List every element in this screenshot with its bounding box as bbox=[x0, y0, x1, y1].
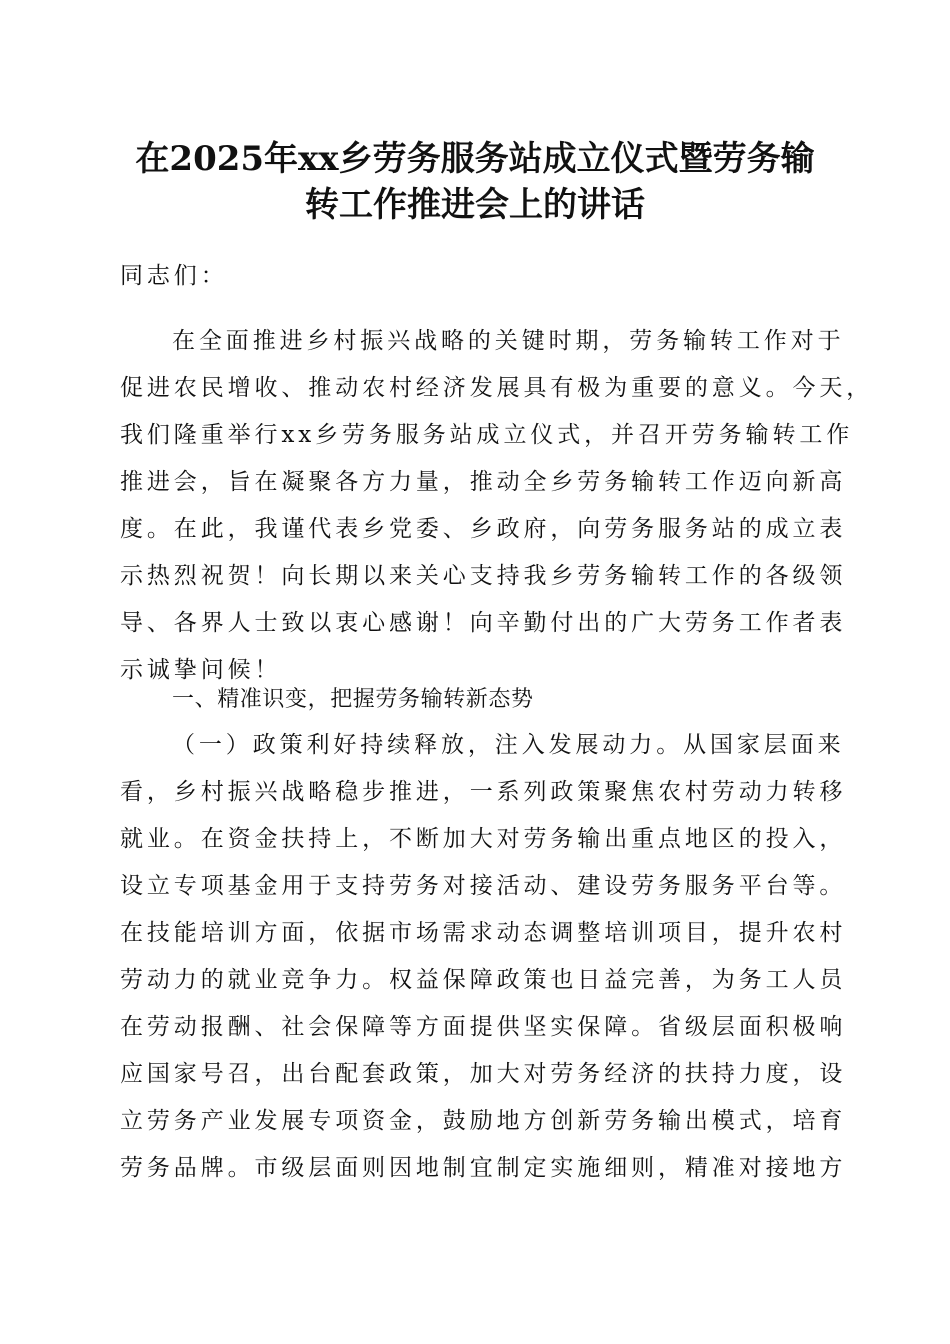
greeting bbox=[120, 253, 832, 300]
paragraph-line: 促进农民增收、推动农村经济发展具有极为重要的意义。今天， bbox=[120, 375, 874, 401]
greeting-text: 同志们： bbox=[120, 263, 228, 289]
section-heading-text: 一、精准识变，把握劳务输转新态势 bbox=[172, 687, 534, 712]
section-heading bbox=[120, 676, 832, 723]
paragraph-line: 立劳务产业发展专项资金，鼓励地方创新劳务输出模式，培育 bbox=[120, 1108, 847, 1134]
title-line: 转工作推进会上的讲话 bbox=[305, 185, 645, 225]
paragraph-policy bbox=[120, 722, 847, 1192]
paragraph-line: 导、各界人士致以衷心感谢！向辛勤付出的广大劳务工作者表 bbox=[120, 610, 847, 636]
paragraph-line: 在技能培训方面，依据市场需求动态调整培训项目，提升农村 bbox=[120, 920, 847, 946]
paragraph-line: 就业。在资金扶持上，不断加大对劳务输出重点地区的投入， bbox=[120, 826, 847, 852]
paragraph-line: 劳务品牌。市级层面则因地制宜制定实施细则，精准对接地方 bbox=[120, 1155, 847, 1181]
document-title bbox=[100, 136, 850, 228]
paragraph-line: 劳动力的就业竞争力。权益保障政策也日益完善，为务工人员 bbox=[120, 967, 847, 993]
paragraph-line: （一）政策利好持续释放，注入发展动力。从国家层面来 bbox=[172, 732, 845, 758]
paragraph-intro bbox=[120, 318, 874, 694]
paragraph-line: 示热烈祝贺！向长期以来关心支持我乡劳务输转工作的各级领 bbox=[120, 563, 847, 589]
paragraph-line: 推进会，旨在凝聚各方力量，推动全乡劳务输转工作迈向新高 bbox=[120, 469, 847, 495]
paragraph-line: 我们隆重举行xx乡劳务服务站成立仪式，并召开劳务输转工作 bbox=[120, 422, 854, 448]
paragraph-line: 在劳动报酬、社会保障等方面提供坚实保障。省级层面积极响 bbox=[120, 1014, 847, 1040]
paragraph-line: 在全面推进乡村振兴战略的关键时期，劳务输转工作对于 bbox=[172, 328, 845, 354]
paragraph-line: 示诚挚问候！ bbox=[120, 657, 282, 683]
paragraph-line: 设立专项基金用于支持劳务对接活动、建设劳务服务平台等。 bbox=[120, 873, 847, 899]
title-line: 在2025年xx乡劳务服务站成立仪式暨劳务输 bbox=[135, 139, 815, 179]
paragraph-line: 看，乡村振兴战略稳步推进，一系列政策聚焦农村劳动力转移 bbox=[120, 779, 847, 805]
paragraph-line: 应国家号召，出台配套政策，加大对劳务经济的扶持力度，设 bbox=[120, 1061, 847, 1087]
paragraph-line: 度。在此，我谨代表乡党委、乡政府，向劳务服务站的成立表 bbox=[120, 516, 847, 542]
